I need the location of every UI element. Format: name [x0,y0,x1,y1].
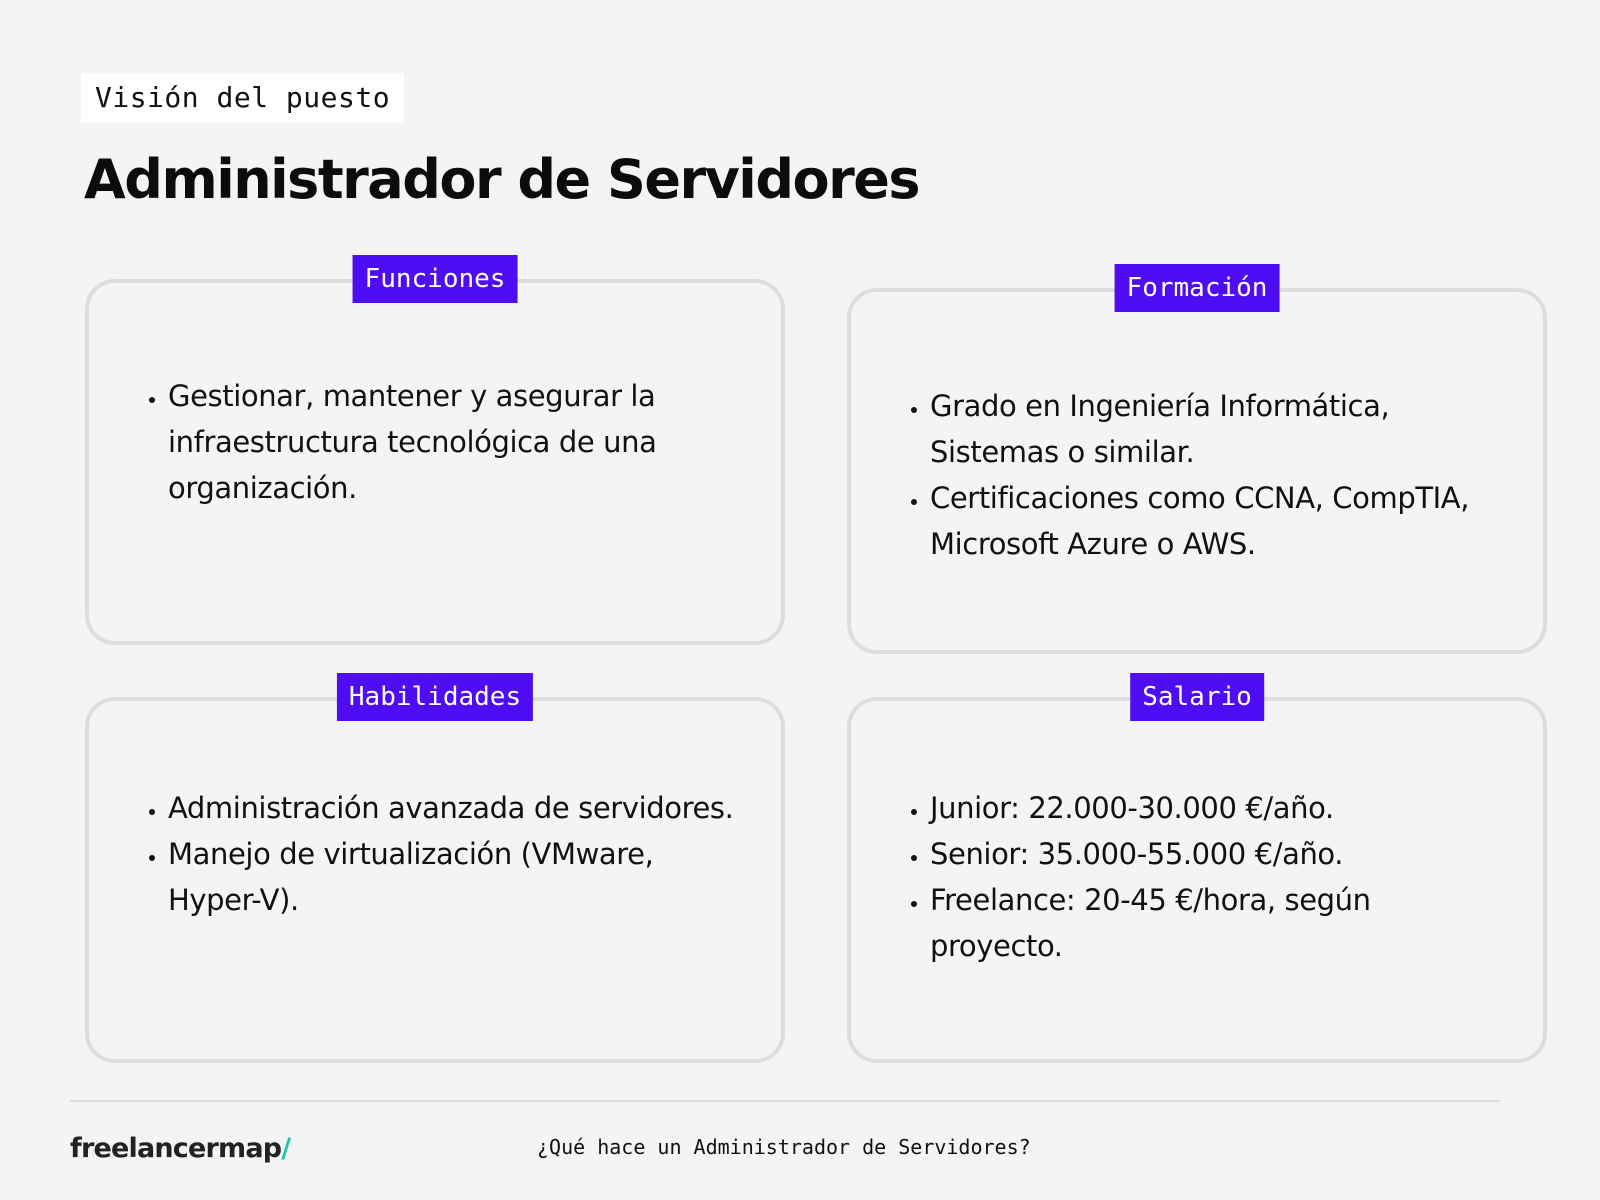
list-item: • Manejo de virtualización (VMware, Hyper-V). [168,831,741,923]
list-item: • Junior: 22.000-30.000 €/año. [930,785,1503,831]
list-item: • Gestionar, mantener y asegurar la infraestructura tecnológica de una organización. [168,373,741,511]
footer-divider [70,1100,1500,1102]
salario-card [847,682,1547,1063]
list-item: • Administración avanzada de servidores. [168,785,741,831]
habilidades-card [85,682,785,1063]
formacion-card-label: Formación [1115,264,1280,312]
funciones-card-label: Funciones [353,255,518,303]
list-item: • Certificaciones como CCNA, CompTIA, Microsoft Azure o AWS. [930,475,1503,567]
list-item: • Grado en Ingeniería Informática, Sistemas o similar. [930,383,1503,475]
logo-slash-mark: / [281,1133,291,1164]
list-item: • Freelance: 20-45 €/hora, según proyecto. [930,877,1503,969]
page-title: Administrador de Servidores [84,148,919,211]
salario-card-label: Salario [1130,673,1264,721]
section-eyebrow-label: Visión del puesto [81,73,404,123]
funciones-card [85,264,785,645]
formacion-list [851,383,1543,567]
salario-list [851,785,1543,969]
habilidades-list [89,785,781,923]
habilidades-card-label: Habilidades [337,673,533,721]
funciones-list [89,373,781,511]
logo-wordmark: freelancermap [70,1133,282,1164]
formacion-card [847,273,1547,654]
footer-caption: ¿Qué hace un Administrador de Servidores? [537,1135,1031,1159]
list-item: • Senior: 35.000-55.000 €/año. [930,831,1503,877]
freelancermap-logo[interactable] [70,1129,290,1169]
